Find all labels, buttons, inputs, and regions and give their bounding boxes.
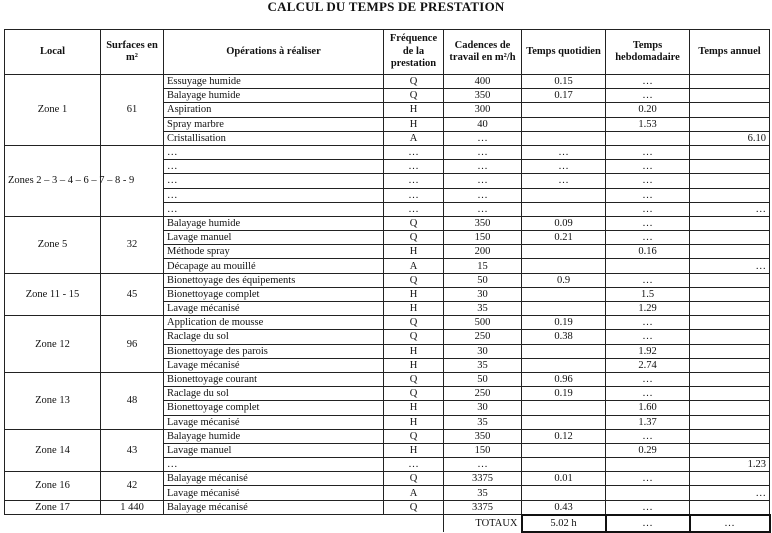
- quotidien-cell: [522, 188, 606, 202]
- annuel-cell: [690, 245, 770, 259]
- cadence-cell: 40: [444, 117, 522, 131]
- hebdo-cell: 1.92: [606, 344, 690, 358]
- hebdo-cell: 0.20: [606, 103, 690, 117]
- frequence-cell: …: [384, 188, 444, 202]
- annuel-cell: [690, 89, 770, 103]
- frequence-cell: Q: [384, 89, 444, 103]
- annuel-cell: …: [690, 202, 770, 216]
- operation-cell: …: [164, 188, 384, 202]
- cadence-cell: 35: [444, 486, 522, 500]
- frequence-cell: Q: [384, 500, 444, 515]
- total-quotidien: 5.02 h: [522, 515, 606, 532]
- operation-cell: Essuyage humide: [164, 75, 384, 89]
- hebdo-cell: …: [606, 160, 690, 174]
- quotidien-cell: 0.38: [522, 330, 606, 344]
- cadence-cell: 150: [444, 443, 522, 457]
- operation-cell: …: [164, 174, 384, 188]
- cadence-cell: 15: [444, 259, 522, 273]
- cadence-cell: 150: [444, 231, 522, 245]
- cadence-cell: 35: [444, 415, 522, 429]
- quotidien-cell: 0.9: [522, 273, 606, 287]
- cadence-cell: 200: [444, 245, 522, 259]
- local-cell: Zones 2 – 3 – 4 – 6 – 7 – 8 - 9: [5, 145, 101, 216]
- cadence-cell: 35: [444, 358, 522, 372]
- quotidien-cell: [522, 245, 606, 259]
- hebdo-cell: …: [606, 387, 690, 401]
- operation-cell: Décapage au mouillé: [164, 259, 384, 273]
- cadence-cell: 30: [444, 344, 522, 358]
- operation-cell: Bionettoyage complet: [164, 287, 384, 301]
- quotidien-cell: [522, 103, 606, 117]
- cadence-cell: 30: [444, 287, 522, 301]
- operation-cell: Lavage manuel: [164, 231, 384, 245]
- operation-cell: Lavage manuel: [164, 443, 384, 457]
- frequence-cell: …: [384, 160, 444, 174]
- hebdo-cell: 1.29: [606, 302, 690, 316]
- surface-cell: 1 440: [101, 500, 164, 515]
- operation-cell: Raclage du sol: [164, 330, 384, 344]
- quotidien-cell: …: [522, 145, 606, 159]
- frequence-cell: …: [384, 174, 444, 188]
- table-row: [5, 500, 770, 515]
- frequence-cell: Q: [384, 216, 444, 230]
- hebdo-cell: …: [606, 330, 690, 344]
- operation-cell: Balayage humide: [164, 89, 384, 103]
- quotidien-cell: 0.96: [522, 372, 606, 386]
- hebdo-cell: [606, 486, 690, 500]
- operation-cell: Lavage mécanisé: [164, 486, 384, 500]
- frequence-cell: H: [384, 415, 444, 429]
- operation-cell: Cristallisation: [164, 131, 384, 145]
- quotidien-cell: …: [522, 160, 606, 174]
- table-row: [5, 472, 770, 486]
- quotidien-cell: 0.01: [522, 472, 606, 486]
- cadence-cell: …: [444, 202, 522, 216]
- annuel-cell: 6.10: [690, 131, 770, 145]
- frequence-cell: Q: [384, 387, 444, 401]
- surface-cell: 96: [101, 316, 164, 373]
- cadence-cell: …: [444, 458, 522, 472]
- total-hebdo: …: [606, 515, 690, 532]
- cadence-cell: 350: [444, 89, 522, 103]
- cadence-cell: …: [444, 174, 522, 188]
- header-surfaces: Surfaces en m²: [101, 30, 164, 75]
- hebdo-cell: …: [606, 145, 690, 159]
- header-quotidien: Temps quotidien: [522, 30, 606, 75]
- hebdo-cell: 2.74: [606, 358, 690, 372]
- quotidien-cell: 0.15: [522, 75, 606, 89]
- hebdo-cell: …: [606, 372, 690, 386]
- quotidien-cell: 0.12: [522, 429, 606, 443]
- totals-row: [5, 515, 770, 532]
- table-row: [5, 216, 770, 230]
- annuel-cell: [690, 330, 770, 344]
- frequence-cell: Q: [384, 75, 444, 89]
- surface-cell: 61: [101, 75, 164, 146]
- totals-label: TOTAUX: [444, 515, 522, 532]
- operation-cell: Balayage mécanisé: [164, 472, 384, 486]
- hebdo-cell: …: [606, 472, 690, 486]
- header-local: Local: [5, 30, 101, 75]
- hebdo-cell: …: [606, 316, 690, 330]
- quotidien-cell: [522, 415, 606, 429]
- total-annuel: …: [690, 515, 770, 532]
- table-body: [5, 75, 770, 515]
- frequence-cell: Q: [384, 273, 444, 287]
- quotidien-cell: …: [522, 174, 606, 188]
- frequence-cell: H: [384, 358, 444, 372]
- frequence-cell: H: [384, 443, 444, 457]
- hebdo-cell: [606, 458, 690, 472]
- annuel-cell: [690, 429, 770, 443]
- operation-cell: Bionettoyage courant: [164, 372, 384, 386]
- cadence-cell: 350: [444, 429, 522, 443]
- cadence-cell: …: [444, 188, 522, 202]
- annuel-cell: [690, 500, 770, 515]
- annuel-cell: [690, 358, 770, 372]
- annuel-cell: [690, 117, 770, 131]
- quotidien-cell: [522, 202, 606, 216]
- annuel-cell: [690, 216, 770, 230]
- hebdo-cell: …: [606, 429, 690, 443]
- local-cell: Zone 16: [5, 472, 101, 500]
- operation-cell: Aspiration: [164, 103, 384, 117]
- quotidien-cell: [522, 287, 606, 301]
- local-cell: Zone 13: [5, 372, 101, 429]
- annuel-cell: [690, 472, 770, 486]
- cadence-cell: …: [444, 160, 522, 174]
- annuel-cell: …: [690, 259, 770, 273]
- frequence-cell: A: [384, 259, 444, 273]
- surface-cell: 48: [101, 372, 164, 429]
- frequence-cell: H: [384, 117, 444, 131]
- hebdo-cell: 1.37: [606, 415, 690, 429]
- hebdo-cell: 0.29: [606, 443, 690, 457]
- operation-cell: Lavage mécanisé: [164, 415, 384, 429]
- page-title: CALCUL DU TEMPS DE PRESTATION: [267, 0, 505, 14]
- table-row: [5, 145, 770, 159]
- operation-cell: Lavage mécanisé: [164, 358, 384, 372]
- surface-cell: 45: [101, 273, 164, 316]
- prestation-table: [4, 29, 771, 533]
- annuel-cell: [690, 188, 770, 202]
- hebdo-cell: 1.5: [606, 287, 690, 301]
- cadence-cell: 3375: [444, 472, 522, 486]
- quotidien-cell: 0.19: [522, 387, 606, 401]
- annuel-cell: [690, 372, 770, 386]
- annuel-cell: [690, 316, 770, 330]
- cadence-cell: 35: [444, 302, 522, 316]
- cadence-cell: 250: [444, 330, 522, 344]
- operation-cell: Raclage du sol: [164, 387, 384, 401]
- operation-cell: …: [164, 458, 384, 472]
- cadence-cell: …: [444, 131, 522, 145]
- hebdo-cell: …: [606, 89, 690, 103]
- surface-cell: 42: [101, 472, 164, 500]
- table-row: [5, 75, 770, 89]
- frequence-cell: …: [384, 145, 444, 159]
- frequence-cell: H: [384, 401, 444, 415]
- annuel-cell: [690, 145, 770, 159]
- annuel-cell: [690, 160, 770, 174]
- local-cell: Zone 11 - 15: [5, 273, 101, 316]
- local-cell: Zone 1: [5, 75, 101, 146]
- quotidien-cell: 0.43: [522, 500, 606, 515]
- quotidien-cell: [522, 443, 606, 457]
- cadence-cell: 400: [444, 75, 522, 89]
- annuel-cell: [690, 103, 770, 117]
- operation-cell: Balayage humide: [164, 216, 384, 230]
- operation-cell: …: [164, 202, 384, 216]
- frequence-cell: A: [384, 486, 444, 500]
- cadence-cell: …: [444, 145, 522, 159]
- quotidien-cell: 0.09: [522, 216, 606, 230]
- header-frequence: Fréquence de la prestation: [384, 30, 444, 75]
- header-hebdo: Temps hebdomadaire: [606, 30, 690, 75]
- local-cell: Zone 12: [5, 316, 101, 373]
- cadence-cell: 50: [444, 372, 522, 386]
- hebdo-cell: …: [606, 216, 690, 230]
- cadence-cell: 3375: [444, 500, 522, 515]
- annuel-cell: …: [690, 486, 770, 500]
- hebdo-cell: …: [606, 500, 690, 515]
- operation-cell: Balayage mécanisé: [164, 500, 384, 515]
- annuel-cell: [690, 287, 770, 301]
- quotidien-cell: [522, 344, 606, 358]
- hebdo-cell: [606, 259, 690, 273]
- header-operations: Opérations à réaliser: [164, 30, 384, 75]
- frequence-cell: Q: [384, 316, 444, 330]
- quotidien-cell: [522, 401, 606, 415]
- local-cell: Zone 17: [5, 500, 101, 515]
- header-cadences: Cadences de travail en m²/h: [444, 30, 522, 75]
- operation-cell: …: [164, 145, 384, 159]
- quotidien-cell: [522, 259, 606, 273]
- operation-cell: Bionettoyage des équipements: [164, 273, 384, 287]
- cadence-cell: 30: [444, 401, 522, 415]
- frequence-cell: H: [384, 287, 444, 301]
- table-row: [5, 316, 770, 330]
- frequence-cell: Q: [384, 330, 444, 344]
- cadence-cell: 350: [444, 216, 522, 230]
- operation-cell: …: [164, 160, 384, 174]
- frequence-cell: Q: [384, 372, 444, 386]
- quotidien-cell: [522, 358, 606, 372]
- annuel-cell: [690, 174, 770, 188]
- operation-cell: Application de mousse: [164, 316, 384, 330]
- hebdo-cell: 0.16: [606, 245, 690, 259]
- quotidien-cell: [522, 117, 606, 131]
- annuel-cell: [690, 231, 770, 245]
- surface-cell: 32: [101, 216, 164, 273]
- header-row: [5, 30, 770, 75]
- annuel-cell: [690, 75, 770, 89]
- local-cell: Zone 14: [5, 429, 101, 472]
- frequence-cell: …: [384, 458, 444, 472]
- frequence-cell: H: [384, 245, 444, 259]
- hebdo-cell: …: [606, 231, 690, 245]
- annuel-cell: [690, 302, 770, 316]
- quotidien-cell: 0.21: [522, 231, 606, 245]
- frequence-cell: Q: [384, 231, 444, 245]
- frequence-cell: A: [384, 131, 444, 145]
- frequence-cell: H: [384, 302, 444, 316]
- quotidien-cell: 0.19: [522, 316, 606, 330]
- frequence-cell: H: [384, 344, 444, 358]
- annuel-cell: [690, 401, 770, 415]
- hebdo-cell: …: [606, 75, 690, 89]
- quotidien-cell: [522, 458, 606, 472]
- hebdo-cell: 1.53: [606, 117, 690, 131]
- annuel-cell: [690, 443, 770, 457]
- operation-cell: Méthode spray: [164, 245, 384, 259]
- header-annuel: Temps annuel: [690, 30, 770, 75]
- annuel-cell: [690, 273, 770, 287]
- hebdo-cell: …: [606, 273, 690, 287]
- hebdo-cell: 1.60: [606, 401, 690, 415]
- cadence-cell: 500: [444, 316, 522, 330]
- cadence-cell: 50: [444, 273, 522, 287]
- frequence-cell: …: [384, 202, 444, 216]
- quotidien-cell: 0.17: [522, 89, 606, 103]
- hebdo-cell: …: [606, 202, 690, 216]
- cadence-cell: 300: [444, 103, 522, 117]
- operation-cell: Bionettoyage complet: [164, 401, 384, 415]
- cadence-cell: 250: [444, 387, 522, 401]
- hebdo-cell: …: [606, 188, 690, 202]
- annuel-cell: [690, 387, 770, 401]
- table-row: [5, 429, 770, 443]
- quotidien-cell: [522, 486, 606, 500]
- quotidien-cell: [522, 302, 606, 316]
- annuel-cell: [690, 344, 770, 358]
- annuel-cell: [690, 415, 770, 429]
- local-cell: Zone 5: [5, 216, 101, 273]
- operation-cell: Bionettoyage des parois: [164, 344, 384, 358]
- operation-cell: Lavage mécanisé: [164, 302, 384, 316]
- frequence-cell: Q: [384, 429, 444, 443]
- table-row: [5, 273, 770, 287]
- operation-cell: Spray marbre: [164, 117, 384, 131]
- hebdo-cell: …: [606, 174, 690, 188]
- quotidien-cell: [522, 131, 606, 145]
- frequence-cell: Q: [384, 472, 444, 486]
- operation-cell: Balayage humide: [164, 429, 384, 443]
- hebdo-cell: [606, 131, 690, 145]
- annuel-cell: 1.23: [690, 458, 770, 472]
- surface-cell: 43: [101, 429, 164, 472]
- table-row: [5, 372, 770, 386]
- frequence-cell: H: [384, 103, 444, 117]
